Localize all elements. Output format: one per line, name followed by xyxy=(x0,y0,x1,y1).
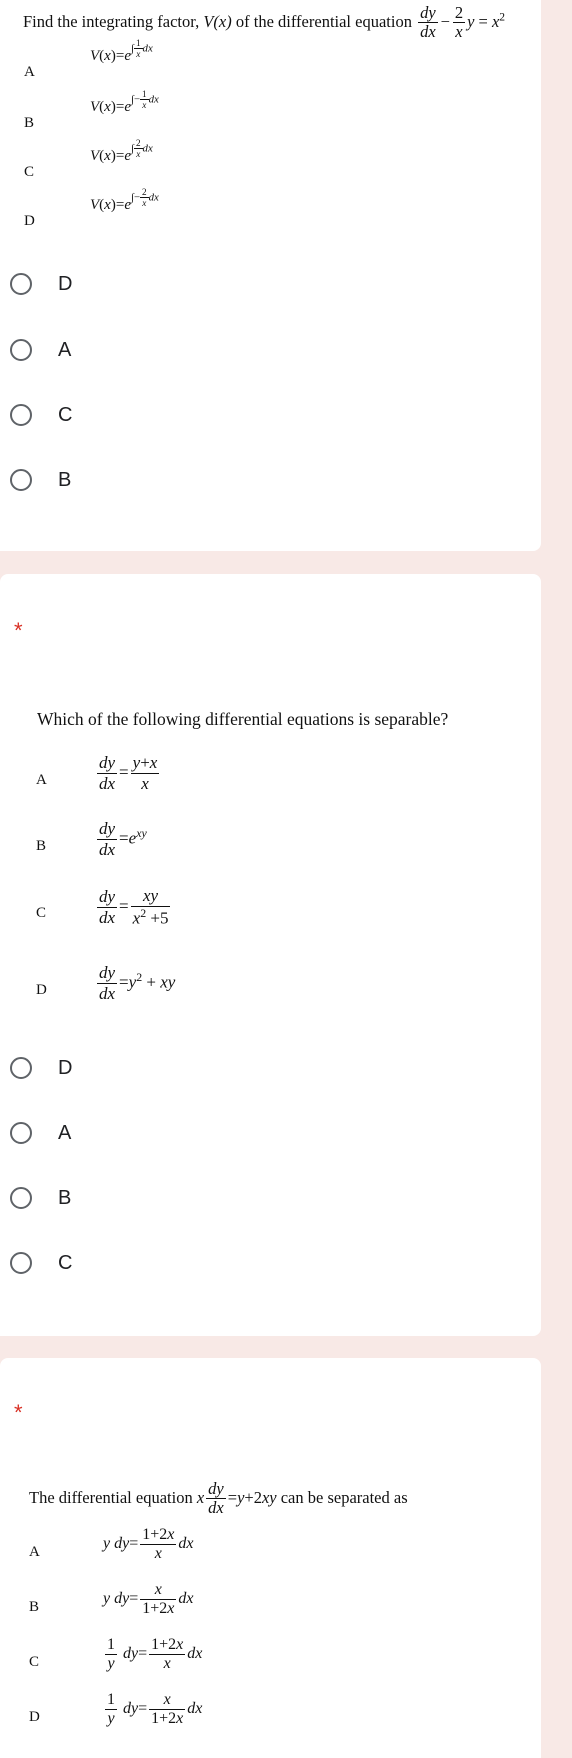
question-3-option-c: C xyxy=(29,1654,40,1670)
q2-choice-a[interactable] xyxy=(10,1111,71,1155)
question-1-option-d: D xyxy=(24,213,35,229)
question-3-prompt xyxy=(29,1480,408,1518)
question-card-1 xyxy=(0,0,541,551)
q1-choice-label: C xyxy=(58,403,73,426)
q2-choice-label: A xyxy=(58,1121,72,1144)
question-2-option-a: A xyxy=(36,772,47,788)
radio-button-icon[interactable] xyxy=(10,469,32,491)
question-1-option-a-formula: V(x)=e∫ $\frac{1}{x}$ dx xyxy=(90,38,153,64)
question-2-option-b-formula: $\frac{dy}{dx}$ $=e^{xy}$ xyxy=(99,819,147,859)
question-1-equation: $\frac{dy}{dx}$ − $\frac{2}{x}$ $y = x^2$ xyxy=(420,3,506,42)
question-3-option-d-formula: $\frac{1}{y}$ dy= $\frac{x}{1+2x}$ dx xyxy=(107,1691,203,1727)
question-1-option-d-formula: V(x)=e∫− $\frac{2}{x}$ dx xyxy=(90,187,159,213)
question-1-prompt xyxy=(23,4,505,42)
radio-button-icon[interactable] xyxy=(10,1057,32,1079)
q2-choice-b[interactable] xyxy=(10,1176,71,1220)
radio-button-icon[interactable] xyxy=(10,1187,32,1209)
question-2-option-b: B xyxy=(36,838,47,854)
question-3-prompt-end: can be separated as xyxy=(280,1487,408,1507)
q1-choice-label: B xyxy=(58,468,72,491)
question-3-option-b: B xyxy=(29,1599,40,1615)
question-1-option-c: C xyxy=(24,164,35,180)
radio-button-icon[interactable] xyxy=(10,404,32,426)
q1-choice-label: D xyxy=(58,272,73,295)
question-3-option-d: D xyxy=(29,1709,40,1725)
question-1-option-c-formula: V(x)=e∫ $\frac{2}{x}$ dx xyxy=(90,138,153,164)
question-3-option-b-formula: y dy= $\frac{x}{1+2x}$ dx xyxy=(103,1581,194,1617)
q1-choice-d[interactable] xyxy=(10,262,72,306)
question-1-vx: V(x) xyxy=(203,11,232,31)
q2-choice-label: D xyxy=(58,1056,73,1079)
question-2-option-c-formula: $\frac{dy}{dx}$ = $\frac{xy}{x^2 +5}$ xyxy=(99,886,169,928)
q2-choice-d[interactable] xyxy=(10,1046,72,1090)
q2-choice-label: C xyxy=(58,1251,73,1274)
q1-choice-a[interactable] xyxy=(10,328,71,372)
question-1-option-b: B xyxy=(24,115,35,131)
question-3-option-c-formula: $\frac{1}{y}$ dy= $\frac{1+2x}{x}$ dx xyxy=(107,1636,203,1672)
radio-button-icon[interactable] xyxy=(10,1252,32,1274)
question-card-3 xyxy=(0,1358,541,1758)
question-3-equation: x $\frac{dy}{dx}$ =y+2xy xyxy=(196,1479,277,1518)
q2-choice-label: B xyxy=(58,1186,72,1209)
question-2-option-d-formula: $\frac{dy}{dx}$ $=y^2$ + xy xyxy=(99,963,176,1003)
question-3-option-a-formula: y dy= $\frac{1+2x}{x}$ dx xyxy=(103,1526,194,1562)
question-1-prompt-start: Find the integrating factor, xyxy=(23,11,200,31)
question-2-prompt: Which of the following differential equations is separable? xyxy=(37,709,449,729)
q2-choice-c[interactable] xyxy=(10,1241,72,1285)
question-card-2 xyxy=(0,574,541,1336)
q1-choice-b[interactable] xyxy=(10,458,71,502)
q1-choice-c[interactable] xyxy=(10,393,72,437)
question-1-option-a: A xyxy=(24,64,35,80)
question-2-option-c: C xyxy=(36,905,47,921)
question-3-prompt-start: The differential equation xyxy=(29,1487,193,1507)
required-marker: * xyxy=(14,618,23,643)
question-2-option-d: D xyxy=(36,982,47,998)
question-2-option-a-formula: $\frac{dy}{dx}$ = $\frac{y+x}{x}$ xyxy=(99,753,158,793)
radio-button-icon[interactable] xyxy=(10,273,32,295)
q1-choice-label: A xyxy=(58,338,72,361)
required-marker: * xyxy=(14,1400,23,1425)
question-1-option-b-formula: V(x)=e∫− $\frac{1}{x}$ dx xyxy=(90,89,159,115)
radio-button-icon[interactable] xyxy=(10,1122,32,1144)
radio-button-icon[interactable] xyxy=(10,339,32,361)
question-3-option-a: A xyxy=(29,1544,40,1560)
question-1-prompt-end: of the differential equation xyxy=(235,11,412,31)
